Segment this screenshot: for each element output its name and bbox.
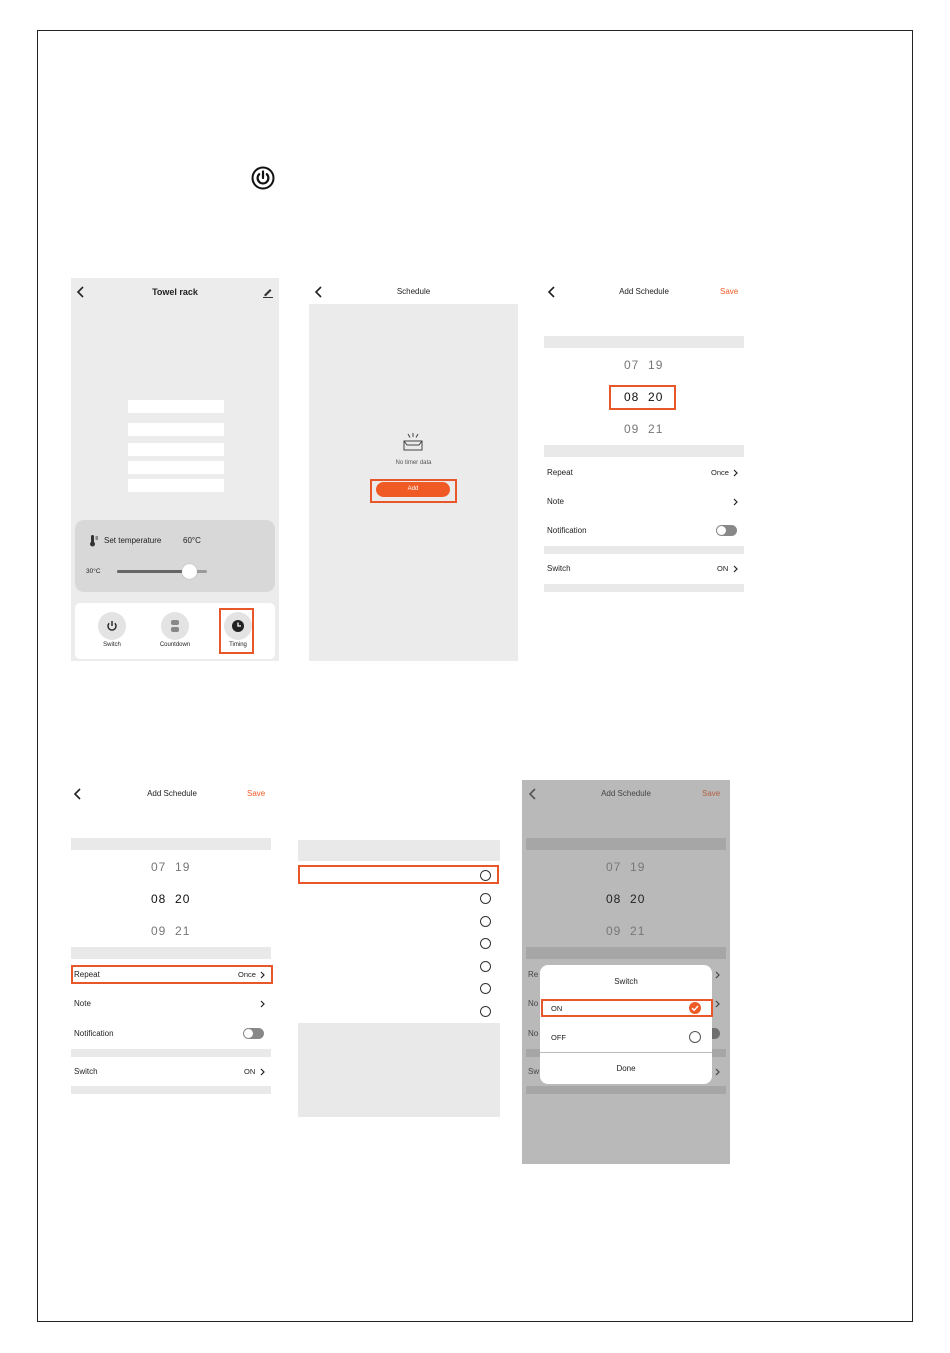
minute-value: 20 [175,892,191,906]
bottom-panel [298,1023,500,1117]
separator [298,840,500,861]
highlight-on-option [541,999,713,1017]
slider-min-label: 30°C [86,568,101,575]
edit-icon[interactable] [262,286,274,298]
repeat-value[interactable]: Once [711,468,729,477]
minute-value: 20 [630,892,646,906]
page-title: Add Schedule [147,789,197,798]
chevron-right-icon [715,971,720,979]
switch-value[interactable]: ON [244,1067,256,1076]
chevron-right-icon [715,1000,720,1008]
set-temperature-value: 60°C [183,536,201,545]
repeat-option-row[interactable] [298,979,500,997]
separator [71,1049,271,1057]
separator [71,1086,271,1094]
separator [544,445,744,457]
screen-repeat-options [298,840,500,1117]
switch-label: Sw [528,1067,540,1076]
screen-add-schedule-1 [540,278,748,598]
separator [526,947,726,959]
time-row-next[interactable] [624,422,663,436]
time-row-next[interactable] [606,924,645,938]
repeat-value[interactable]: Once [238,970,256,979]
divider [540,1052,712,1053]
hour-value: 08 [624,390,640,404]
separator [71,947,271,959]
radio-circle-icon [480,983,491,994]
radio-circle-icon [689,1031,701,1043]
chevron-right-icon [260,1068,265,1076]
power-icon [106,620,118,632]
separator [526,1086,726,1094]
temperature-card [75,520,275,592]
repeat-option-row[interactable] [298,889,500,907]
slider-thumb[interactable] [182,564,197,579]
page-frame [37,30,913,1322]
highlight-time [609,385,676,410]
radio-circle-icon [480,938,491,949]
time-row-prev[interactable] [151,860,190,874]
radio-circle-icon [480,893,491,904]
rack-bar [128,443,224,456]
time-row-selected[interactable] [151,892,190,906]
time-row-selected[interactable] [606,892,645,906]
screen-add-schedule-2 [67,780,277,1102]
rack-bar [128,479,224,492]
repeat-label[interactable]: Repeat [74,970,100,979]
countdown-button-label: Countdown [159,642,191,648]
hour-value: 08 [606,892,622,906]
toggle-knob [717,526,726,535]
radio-circle-icon [480,1006,491,1017]
empty-state-text: No timer data [395,460,432,466]
screen-switch-dialog [522,780,730,1164]
minute-value: 19 [175,860,191,874]
hour-value: 09 [151,924,167,938]
rack-bar [128,423,224,436]
separator [544,336,744,348]
radio-circle-icon [480,916,491,927]
repeat-label: Re [528,970,539,979]
highlight-add [370,479,457,503]
notification-toggle[interactable] [243,1028,264,1039]
hour-value: 07 [606,860,622,874]
countdown-button[interactable] [161,612,189,640]
done-button[interactable]: Done [616,1064,636,1073]
minute-value: 20 [648,390,664,404]
toggle-knob [244,1029,253,1038]
hour-value: 07 [624,358,640,372]
minute-value: 19 [648,358,664,372]
separator [526,838,726,850]
screen-schedule [309,278,518,661]
separator [544,546,744,554]
note-label[interactable]: Note [547,497,564,506]
save-button[interactable]: Save [247,789,266,798]
chevron-right-icon [715,1068,720,1076]
option-off-label: OFF [551,1033,566,1042]
repeat-option-row[interactable] [298,957,500,975]
temperature-slider[interactable] [117,570,207,573]
minute-value: 21 [630,924,646,938]
repeat-label[interactable]: Repeat [547,468,573,477]
switch-label[interactable]: Switch [74,1067,98,1076]
power-icon [251,166,275,190]
notification-toggle[interactable] [716,525,737,536]
minute-value: 21 [175,924,191,938]
switch-button-label: Switch [103,642,121,648]
highlight-timing [219,608,254,654]
page-title: Add Schedule [601,789,651,798]
note-label[interactable]: Note [74,999,91,1008]
separator [544,584,744,592]
hour-value: 07 [151,860,167,874]
schedule-body [309,304,518,661]
switch-value[interactable]: ON [717,564,729,573]
minute-value: 21 [648,422,664,436]
toggle-fragment [712,1028,720,1039]
hour-value: 09 [606,924,622,938]
empty-box-icon [401,432,425,452]
highlight-first-option [298,865,499,884]
set-temperature-label: Set temperature [104,536,162,545]
rack-bar [128,461,224,474]
highlight-repeat [71,965,273,984]
chevron-right-icon [733,565,738,573]
add-button-label: Add [407,485,419,492]
hourglass-icon [170,620,180,632]
note-label: No [528,999,539,1008]
hour-value: 09 [624,422,640,436]
page-title: Add Schedule [619,287,669,296]
page-title: Towel rack [152,287,198,297]
hour-value: 08 [151,892,167,906]
page-title: Schedule [396,287,431,296]
time-row-next[interactable] [151,924,190,938]
chevron-right-icon[interactable] [260,1000,265,1008]
notification-label: Notification [74,1029,114,1038]
minute-value: 19 [630,860,646,874]
timing-button-label: Timing [229,642,247,648]
slider-fill [117,570,189,573]
save-button[interactable]: Save [720,287,739,296]
separator [71,838,271,850]
switch-dialog [540,965,712,1084]
save-button[interactable]: Save [702,789,721,798]
repeat-option-row[interactable] [298,912,500,930]
chevron-right-icon[interactable] [733,498,738,506]
option-off[interactable] [540,1029,712,1045]
repeat-option-row[interactable] [298,1002,500,1020]
chevron-right-icon [733,469,738,477]
time-row-prev[interactable] [606,860,645,874]
notification-label: No [528,1029,539,1038]
switch-button[interactable] [98,612,126,640]
rack-bar [128,400,224,413]
repeat-option-row[interactable] [298,934,500,952]
dialog-title: Switch [614,977,638,986]
time-row-prev[interactable] [624,358,663,372]
switch-label[interactable]: Switch [547,564,571,573]
option-on-label: ON [551,1004,563,1013]
screen-towel-rack [71,278,279,661]
notification-label: Notification [547,526,587,535]
radio-circle-icon [480,961,491,972]
thermometer-icon [89,534,99,547]
